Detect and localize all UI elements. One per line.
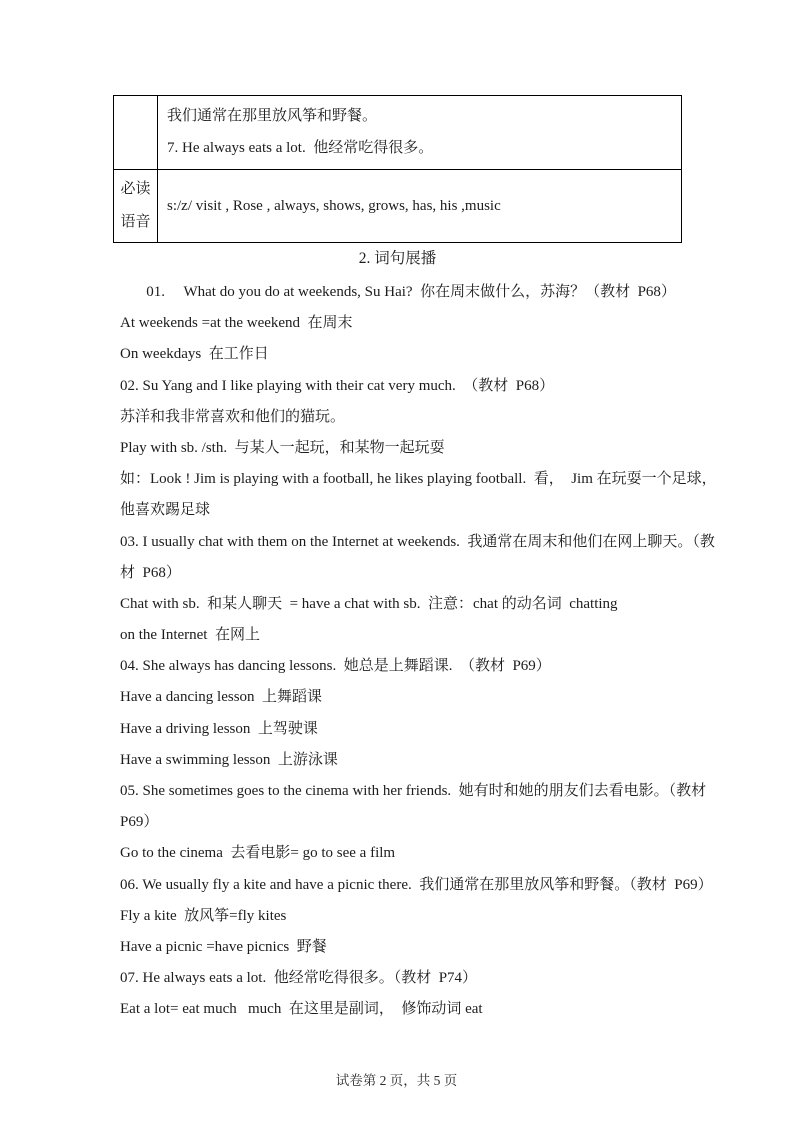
table-row [114, 96, 682, 170]
body-line: Chat with sb. 和某人聊天 = have a chat with sb. 注意：chat 的动名词 chatting [120, 595, 618, 612]
body-line: on the Internet 在网上 [120, 627, 260, 644]
section-heading: 2. 词句展播 [358, 250, 437, 267]
table-row [114, 170, 682, 243]
body-line: On weekdays 在工作日 [120, 346, 269, 363]
table-cell-phonics [158, 170, 682, 243]
body-line: 材 P68） [120, 564, 181, 581]
body-line: 他喜欢踢足球 [120, 502, 211, 519]
table-cell-label [114, 170, 158, 243]
body-line: Have a driving lesson 上驾驶课 [120, 720, 318, 737]
table-text-line: 我们通常在那里放风筝和野餐。 [167, 108, 378, 124]
body-line: 07. He always eats a lot. 他经常吃得很多。（教材 P74） [120, 970, 478, 987]
body-line: P69） [120, 814, 159, 831]
body-line: Play with sb. /sth. 与某人一起玩，和某物一起玩耍 [120, 439, 445, 456]
body-line: Go to the cinema 去看电影= go to see a film [120, 845, 396, 862]
body-line: Eat a lot= eat much much 在这里是副词， 修饰动词 eat [120, 1001, 483, 1018]
table-text-line: 7. He always eats a lot. 他经常吃得很多。 [167, 139, 434, 156]
body-line: Have a dancing lesson 上舞蹈课 [120, 689, 323, 706]
body-line: At weekends =at the weekend 在周末 [120, 315, 353, 332]
body-line: 01. What do you do at weekends, Su Hai? 你在周末做什么，苏海？（教材 P68） [120, 284, 676, 300]
body-line: 如：Look ! Jim is playing with a football, he likes playing football. 看， Jim 在玩耍一个足球， [120, 471, 717, 488]
body-line: 苏洋和我非常喜欢和他们的猫玩。 [120, 408, 346, 425]
page-number-footer: 试卷第 2 页，共 5 页 [335, 1073, 458, 1088]
phonics-table [113, 95, 682, 243]
table-cell-empty [114, 96, 158, 170]
table-cell-sentences [158, 96, 682, 170]
body-line: 04. She always has dancing lessons. 她总是上舞蹈课. （教材 P69） [120, 658, 551, 675]
body-line: Have a picnic =have picnics 野餐 [120, 938, 327, 955]
table-label-line: 必读 [120, 181, 151, 197]
body-line: Have a swimming lesson 上游泳课 [120, 751, 338, 768]
body-line: 05. She sometimes goes to the cinema with her friends. 她有时和她的朋友们去看电影。（教材 [120, 783, 707, 799]
body-line: 03. I usually chat with them on the Internet at weekends. 我通常在周末和他们在网上聊天。（教 [120, 533, 715, 550]
table-text-line: s:/z/ visit , Rose , always, shows, grows, has, his ,music [167, 197, 501, 214]
table-label-line: 语音 [120, 214, 151, 230]
body-text-block [120, 277, 720, 1026]
body-line: 06. We usually fly a kite and have a picnic there. 我们通常在那里放风筝和野餐。（教材 P69） [120, 876, 713, 893]
body-line: 02. Su Yang and I like playing with their cat very much. （教材 P68） [120, 377, 555, 394]
body-line: Fly a kite 放风筝=fly kites [120, 907, 287, 924]
